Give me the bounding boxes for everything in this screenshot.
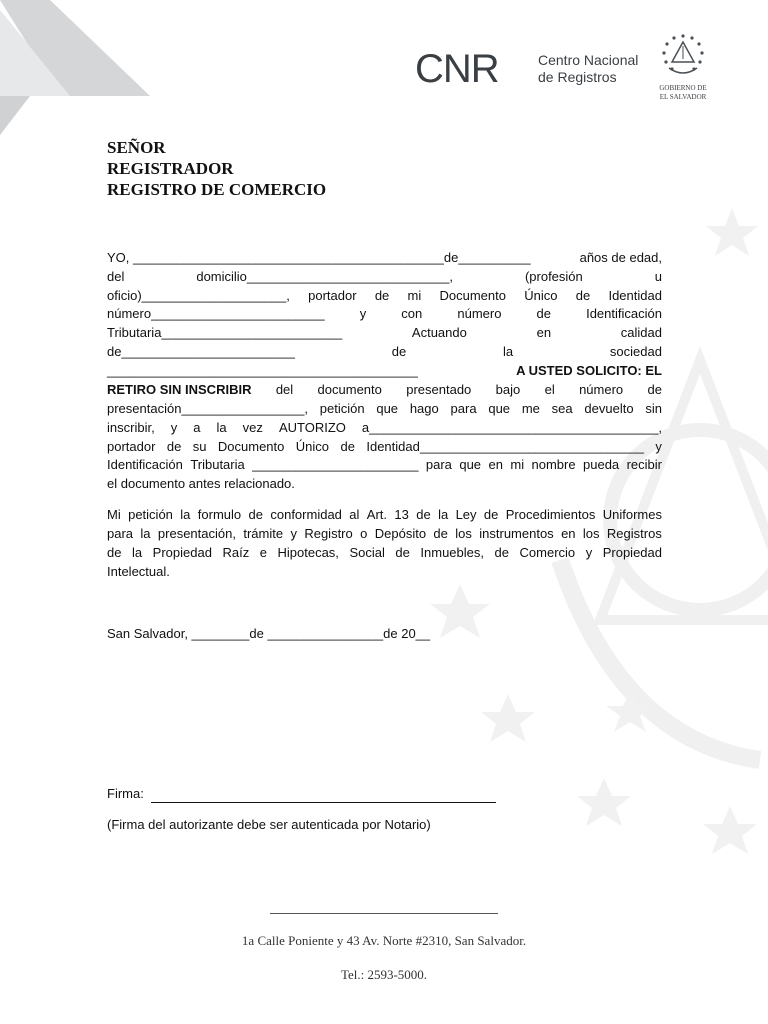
- body-line-12: Identificación Tributaria _______________________ para que en mi nombre pueda recibir: [107, 457, 662, 472]
- solicito-heading: A USTED SOLICITO: EL: [516, 363, 662, 378]
- legal-line-3: de la Propiedad Raíz e Hipotecas, Social de Inmuebles, de Comercio y Propiedad: [107, 545, 662, 560]
- body-line-8: RETIRO SIN INSCRIBIR del documento presentado bajo el número de: [107, 382, 662, 397]
- signature-label: Firma:: [107, 786, 144, 801]
- body-line-11: portador de su Documento Único de Identidad_______________________________ y: [107, 439, 662, 454]
- legal-line-2: para la presentación, trámite y Registro o Depósito de los instrumentos en los Registros: [107, 526, 662, 541]
- cnr-name-line1: Centro Nacional: [538, 52, 639, 68]
- signature-row: [107, 784, 662, 803]
- cnr-logo: [415, 44, 655, 94]
- footer-address: 1a Calle Poniente y 43 Av. Norte #2310, San Salvador.: [241, 933, 527, 948]
- date-line: San Salvador, ________de ________________de 20__: [107, 626, 431, 641]
- body-line-4: número________________________ y con número de Identificación: [107, 306, 662, 321]
- body-line-10: inscribir, y a la vez AUTORIZO a________________________________________,: [107, 420, 662, 435]
- el-salvador-coat-of-arms-icon: [652, 32, 714, 84]
- body-line-1: YO, ___________________________________________de__________ años de edad,: [107, 250, 662, 265]
- body-line-2: del domicilio____________________________, (profesión u: [107, 269, 662, 284]
- body-line-7: ___________________________________________ A USTED SOLICITO: EL: [107, 363, 662, 378]
- signature-note: (Firma del autorizante debe ser autenticada por Notario): [107, 817, 431, 832]
- government-name-line2: EL SALVADOR: [659, 93, 707, 101]
- cnr-logo-mark: CNR: [415, 47, 499, 91]
- retiro-sin-inscribir: RETIRO SIN INSCRIBIR: [107, 382, 252, 397]
- body-line-6: de________________________ de la sociedad: [107, 344, 662, 359]
- body-line-9: presentación_________________, petición que hago para que me sea devuelto sin: [107, 401, 662, 416]
- body-line-13: el documento antes relacionado.: [107, 476, 295, 491]
- recipient-line-1: SEÑOR: [107, 138, 166, 157]
- footer-phone: Tel.: 2593-5000.: [340, 967, 428, 982]
- body-line-3: oficio)____________________, portador de mi Documento Único de Identidad: [107, 288, 662, 303]
- legal-line-1: Mi petición la formulo de conformidad al Art. 13 de la Ley de Procedimientos Uniformes: [107, 507, 662, 522]
- body-line-5: Tributaria_________________________ Actuando en calidad: [107, 325, 662, 340]
- recipient-line-2: REGISTRADOR: [107, 159, 234, 178]
- footer-divider: [270, 913, 498, 914]
- cnr-name-line2: de Registros: [538, 69, 617, 85]
- recipient-line-3: REGISTRO DE COMERCIO: [107, 180, 327, 199]
- legal-line-4: Intelectual.: [107, 564, 170, 579]
- corner-chevron-decoration: [0, 0, 150, 135]
- government-logo: [652, 32, 714, 108]
- government-name-line1: GOBIERNO DE: [659, 84, 707, 92]
- signature-line: [151, 788, 496, 803]
